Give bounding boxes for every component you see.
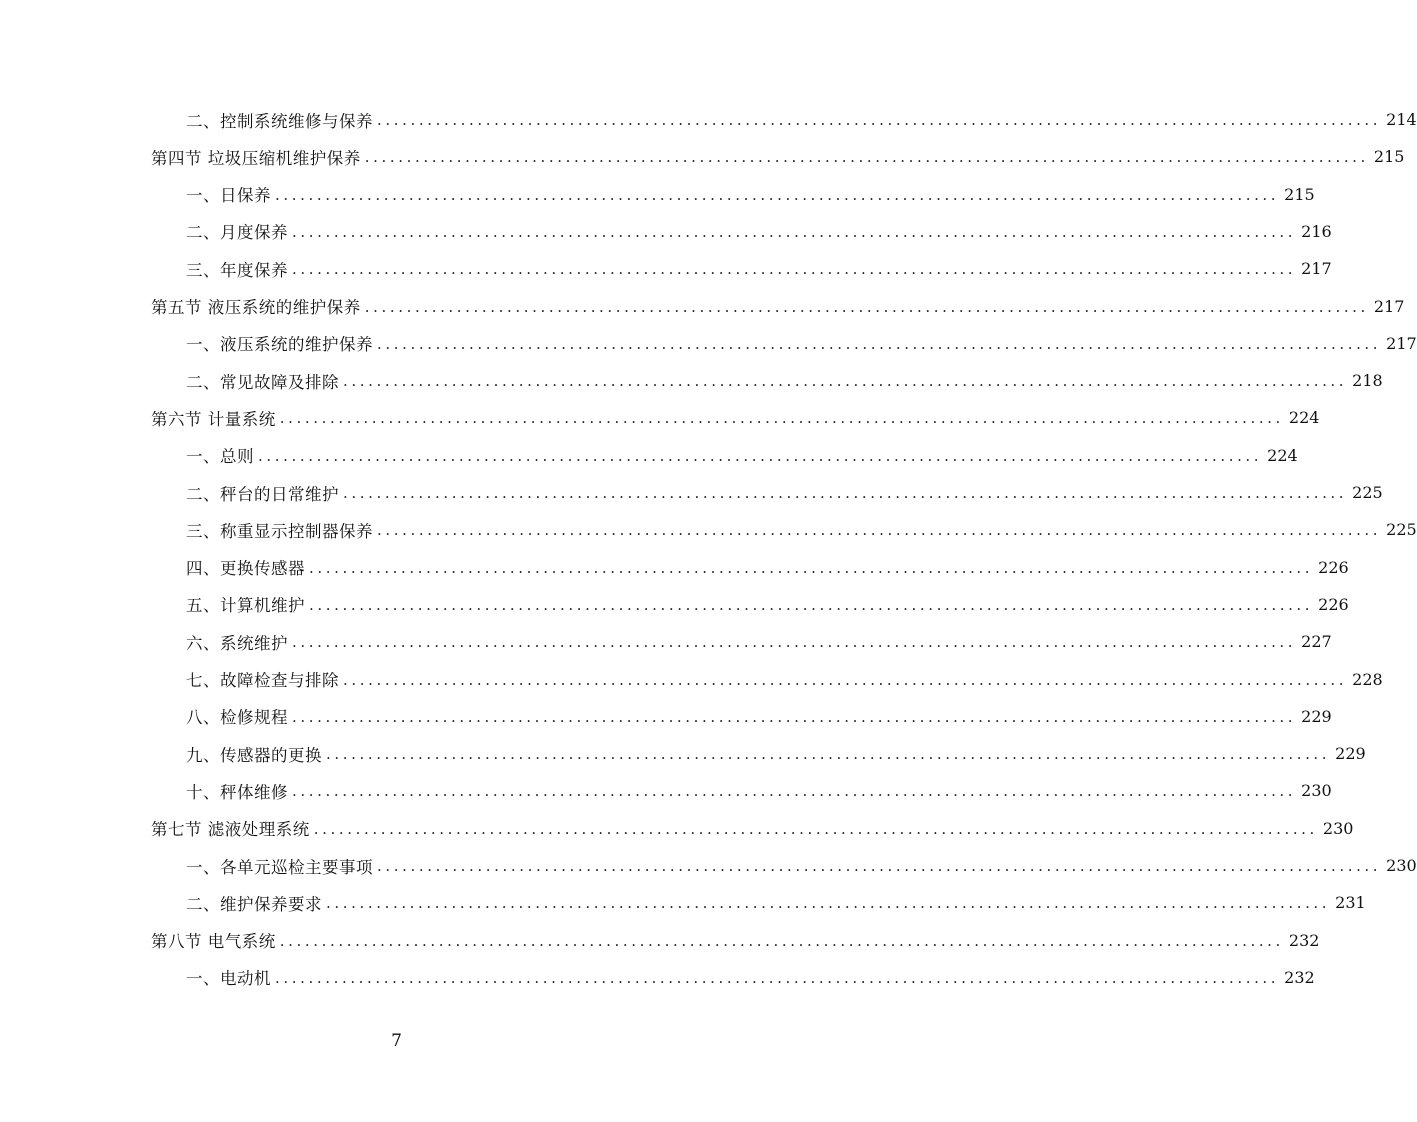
toc-dot-leader: ........................................................................................................................ bbox=[377, 857, 1382, 875]
toc-entry[interactable] bbox=[186, 661, 1383, 698]
toc-entry-page: 217 bbox=[1386, 333, 1417, 353]
toc-entry-page: 228 bbox=[1352, 669, 1383, 689]
toc-entry-title: 十、秤体维修 bbox=[186, 782, 288, 802]
toc-entry[interactable] bbox=[186, 511, 1417, 548]
toc-entry[interactable] bbox=[186, 176, 1315, 213]
toc-entry-page: 224 bbox=[1288, 408, 1320, 428]
toc-entry-page: 230 bbox=[1322, 818, 1354, 838]
toc-dot-leader: ........................................................................................................................ bbox=[313, 819, 1318, 838]
toc-entry-title: 二、控制系统维修与保养 bbox=[186, 111, 373, 131]
toc-dot-leader: ........................................................................................................................ bbox=[364, 148, 1369, 167]
toc-entry-title: 第五节 液压系统的维护保养 bbox=[151, 298, 361, 317]
toc-entry-page: 229 bbox=[1335, 744, 1366, 764]
toc-entry[interactable] bbox=[186, 698, 1332, 735]
toc-entry-title: 一、日保养 bbox=[186, 186, 271, 206]
toc-dot-leader: ........................................................................................................................ bbox=[275, 968, 1280, 987]
toc-entry-title: 二、月度保养 bbox=[186, 223, 288, 243]
toc-entry[interactable] bbox=[186, 586, 1349, 623]
toc-entry-title: 二、常见故障及排除 bbox=[186, 372, 339, 392]
toc-dot-leader: ........................................................................................................................ bbox=[377, 111, 1382, 129]
page-number: 7 bbox=[391, 1031, 402, 1051]
toc-dot-leader: ........................................................................................................................ bbox=[292, 222, 1297, 241]
toc-entry-page: 226 bbox=[1318, 594, 1349, 614]
toc-entry-title: 三、年度保养 bbox=[186, 260, 288, 280]
toc-entry-title: 六、系统维护 bbox=[186, 633, 288, 653]
toc-entry-page: 227 bbox=[1301, 632, 1332, 652]
toc-dot-leader: ........................................................................................................................ bbox=[377, 521, 1382, 540]
toc-entry-page: 218 bbox=[1352, 371, 1383, 391]
toc-entry[interactable] bbox=[186, 362, 1383, 399]
toc-dot-leader: ........................................................................................................................ bbox=[275, 185, 1280, 204]
toc-entry-page: 230 bbox=[1301, 781, 1332, 801]
toc-dot-leader: ........................................................................................................................ bbox=[279, 409, 1284, 428]
toc-entry-page: 214 bbox=[1386, 110, 1417, 129]
toc-dot-leader: ........................................................................................................................ bbox=[309, 595, 1314, 614]
toc-dot-leader: ........................................................................................................................ bbox=[309, 558, 1314, 577]
toc-entry[interactable] bbox=[186, 772, 1332, 809]
toc-entry-title: 八、检修规程 bbox=[186, 708, 288, 728]
toc-entry-title: 九、传感器的更换 bbox=[186, 745, 322, 765]
toc-entry-title: 一、总则 bbox=[186, 447, 254, 467]
toc-entry[interactable] bbox=[186, 325, 1417, 362]
toc-entry[interactable] bbox=[151, 288, 1405, 325]
toc-dot-leader: ........................................................................................................................ bbox=[326, 745, 1331, 764]
toc-entry-title: 第四节 垃圾压缩机维护保养 bbox=[151, 148, 361, 168]
toc-entry-title: 五、计算机维护 bbox=[186, 596, 305, 616]
toc-dot-leader: ........................................................................................................................ bbox=[364, 297, 1369, 316]
toc-entry-page: 217 bbox=[1373, 296, 1405, 316]
toc-dot-leader: ........................................................................................................................ bbox=[343, 372, 1348, 391]
toc-entry-page: 230 bbox=[1386, 856, 1417, 875]
toc-entry[interactable] bbox=[151, 399, 1320, 436]
toc-dot-leader: ........................................................................................................................ bbox=[292, 707, 1297, 726]
toc-entry-page: 225 bbox=[1352, 483, 1383, 502]
toc-dot-leader: ........................................................................................................................ bbox=[377, 334, 1382, 353]
toc-entry-page: 232 bbox=[1288, 930, 1320, 950]
toc-entry-title: 七、故障检查与排除 bbox=[186, 671, 339, 690]
toc-entry[interactable] bbox=[186, 101, 1417, 138]
toc-entry-page: 232 bbox=[1284, 967, 1315, 987]
toc-dot-leader: ........................................................................................................................ bbox=[279, 931, 1284, 950]
toc-entry-page: 231 bbox=[1335, 893, 1366, 913]
toc-entry-title: 一、液压系统的维护保养 bbox=[186, 335, 373, 355]
toc-entry-page: 215 bbox=[1284, 184, 1315, 204]
toc-entry-page: 229 bbox=[1301, 706, 1332, 726]
toc-dot-leader: ........................................................................................................................ bbox=[292, 260, 1297, 279]
toc-entry-title: 第八节 电气系统 bbox=[151, 932, 276, 952]
toc-entry[interactable] bbox=[186, 549, 1349, 586]
toc-dot-leader: ........................................................................................................................ bbox=[292, 633, 1297, 652]
toc-entry[interactable] bbox=[186, 735, 1366, 772]
toc-entry[interactable] bbox=[186, 437, 1298, 474]
toc-entry-title: 二、维护保养要求 bbox=[186, 894, 322, 914]
toc-entry-page: 215 bbox=[1373, 147, 1405, 167]
toc-entry-title: 一、电动机 bbox=[186, 969, 271, 989]
toc-dot-leader: ........................................................................................................................ bbox=[258, 446, 1263, 465]
toc-entry-page: 225 bbox=[1386, 520, 1417, 540]
toc-entry[interactable] bbox=[151, 810, 1354, 847]
toc-entry[interactable] bbox=[186, 884, 1366, 921]
toc-entry[interactable] bbox=[186, 847, 1417, 884]
toc-dot-leader: ........................................................................................................................ bbox=[343, 670, 1348, 689]
toc-entry-title: 三、称重显示控制器保养 bbox=[186, 521, 373, 541]
toc-entry-page: 216 bbox=[1301, 221, 1332, 241]
toc-entry-title: 第六节 计量系统 bbox=[151, 409, 276, 429]
toc-entry-title: 第七节 滤液处理系统 bbox=[151, 820, 310, 840]
toc-entry-page: 224 bbox=[1267, 445, 1298, 465]
toc-dot-leader: ........................................................................................................................ bbox=[326, 894, 1331, 913]
toc-entry[interactable] bbox=[186, 959, 1315, 996]
toc-entry-title: 二、秤台的日常维护 bbox=[186, 484, 339, 504]
toc-entry[interactable] bbox=[186, 213, 1332, 250]
toc-entry-title: 一、各单元巡检主要事项 bbox=[186, 857, 373, 877]
toc-dot-leader: ........................................................................................................................ bbox=[292, 782, 1297, 801]
toc-entry[interactable] bbox=[186, 474, 1383, 511]
toc-entry-title: 四、更换传感器 bbox=[186, 559, 305, 579]
toc-dot-leader: ........................................................................................................................ bbox=[343, 484, 1348, 502]
toc-entry[interactable] bbox=[186, 250, 1332, 287]
toc-entry[interactable] bbox=[186, 623, 1332, 660]
toc-entry[interactable] bbox=[151, 922, 1320, 959]
toc-entry-page: 217 bbox=[1301, 259, 1332, 279]
toc-entry[interactable] bbox=[151, 138, 1405, 175]
toc-entry-page: 226 bbox=[1318, 557, 1349, 577]
